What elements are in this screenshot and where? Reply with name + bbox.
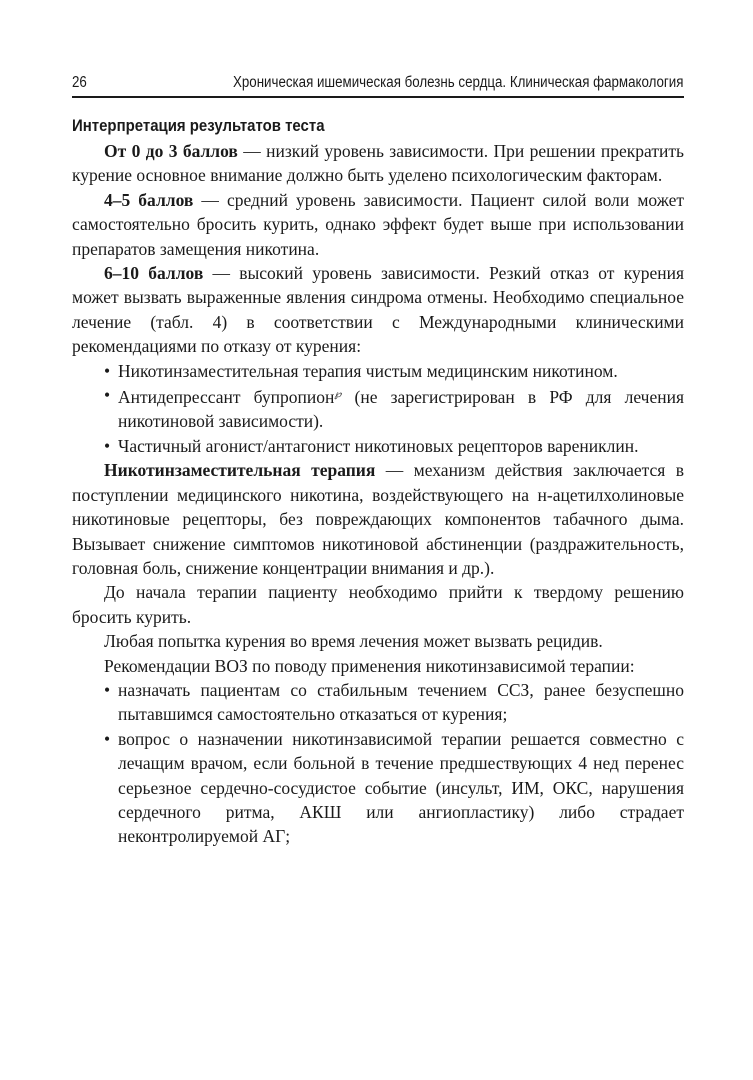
nrt-text: — механизм действия заключается в поступлении медицинского никотина, воздействующего на н-ацетилхолиновые никотиновые рецепторы, без повреждающих компонентов табачного дыма. Вызывает снижение симптомов никотиновой абстиненции (раздражительность, головная боль, снижение концентрации внимания и др.). — [72, 460, 684, 578]
list-item — [72, 678, 684, 727]
score-text: — низкий уровень зависимости. При решении прекратить курение основное внимание должно быть уделено психологическим факторам. — [72, 141, 684, 186]
bullet-icon: • — [104, 435, 111, 456]
list-item-text: Никотинзаместительная терапия чистым медицинским никотином. — [118, 360, 618, 381]
paragraph: Рекомендации ВОЗ по поводу применения никотинзависимой терапии: — [104, 655, 635, 676]
list-item-text: вопрос о назначении никотинзависимой терапии решается совместно с лечащим врачом, если больной в течение предшествующих 4 нед перенес серьезное сердечно-сосудистое событие (инсульт, ИМ, ОКС, нарушения сердечного ритма, АКШ или ангиопластику) либо страдает неконтролируемой АГ; — [118, 728, 684, 847]
paragraph: Любая попытка курения во время лечения может вызвать рецидив. — [104, 631, 603, 652]
running-title: Хроническая ишемическая болезнь сердца. Клиническая фармакология — [232, 74, 684, 91]
bullet-icon: • — [104, 360, 111, 381]
list-item-text: назначать пациентам со стабильным течением ССЗ, ранее безуспешно пытавшимся самостоятельно отказаться от курения; — [118, 679, 684, 725]
list-item-text: Антидепрессант бупропион — [118, 387, 335, 408]
list-item — [72, 727, 684, 849]
score-text: — высокий уровень зависимости. Резкий отказ от курения может вызвать выраженные явления синдрома отмены. Необходимо специальное лечение (табл. 4) в соответствии с Международными клиническими рекомендациями по отказу от курения: — [72, 263, 684, 357]
score-label: 4–5 баллов — [104, 189, 194, 210]
score-label: 6–10 баллов — [104, 263, 204, 284]
treatment-list — [72, 359, 684, 459]
bullet-icon: • — [104, 385, 111, 406]
page-number: 26 — [72, 74, 87, 91]
running-header — [72, 72, 683, 94]
list-item — [72, 359, 684, 383]
list-item — [72, 434, 684, 458]
nrt-label: Никотинзаместительная терапия — [104, 460, 376, 481]
body-text — [72, 139, 684, 849]
section-title: Интерпретация результатов теста — [72, 116, 325, 135]
score-paragraph-medium — [72, 188, 684, 261]
paragraph: До начала терапии пациенту необходимо прийти к твердому решению бросить курить. — [72, 582, 684, 627]
score-paragraph-low — [72, 139, 684, 188]
score-label: От 0 до 3 баллов — [104, 141, 238, 161]
unregistered-drug-mark: ℘ — [334, 389, 342, 401]
list-item-text-after: (не зарегистрирован в РФ для лечения никотиновой зависимости). — [118, 387, 685, 432]
score-paragraph-high — [72, 261, 684, 359]
score-text: — средний уровень зависимости. Пациент силой воли может самостоятельно бросить курить, однако эффект будет выше при использовании препаратов замещения никотина. — [72, 189, 684, 259]
who-recommendation-list — [72, 678, 684, 849]
bullet-icon: • — [104, 728, 111, 749]
list-item — [72, 383, 684, 434]
nrt-paragraph — [72, 458, 684, 580]
bullet-icon: • — [104, 679, 111, 700]
header-rule — [72, 96, 684, 98]
list-item-text: Частичный агонист/антагонист никотиновых рецепторов варениклин. — [118, 435, 639, 456]
